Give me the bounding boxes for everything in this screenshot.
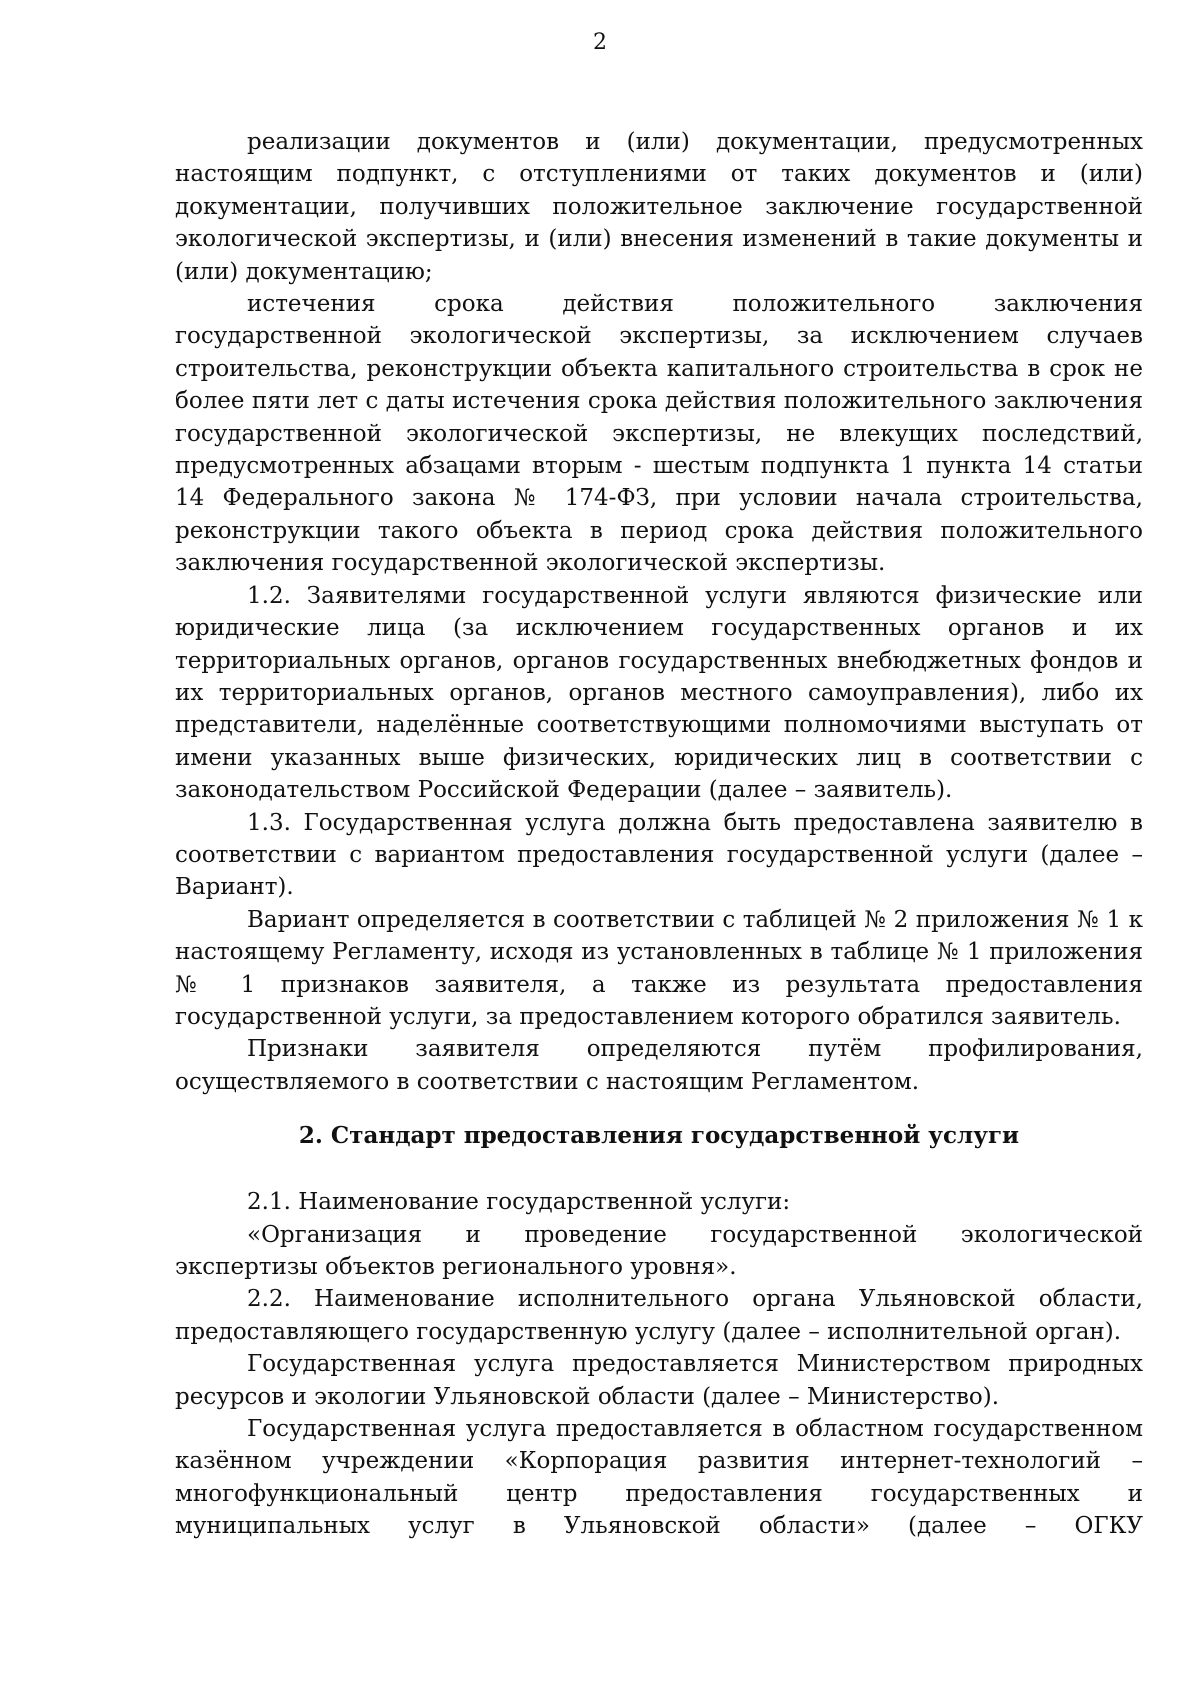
paragraph-variant-provision: 1.3. Государственная услуга должна быть предоставлена заявителю в соответствии с вариантом предоставления государственной услуги (далее – Вариант). [175,809,1143,901]
paragraph-realization: реализации документов и (или) документации, предусмотренных настоящим подпункт, с отступлениями от таких документов и (или) документации, получивших положительное заключение государственной экологической экспертизы, и (или) внесения изменений в такие документы и (или) документацию; [175,129,1143,285]
paragraph-executive-body: 2.2. Наименование исполнительного органа Ульяновской области, предоставляющего государственную услугу (далее – исполнительной орган). [175,1286,1143,1345]
document-body [175,126,1143,1543]
page-number: 2 [593,30,607,55]
paragraph-mfc: Государственная услуга предоставляется в областном государственном казённом учреждении «Корпорация развития интернет-технологий – многофункциональный центр предоставления государственных и муниципальных услуг в Ульяновской области» (далее – ОГКУ [175,1416,1143,1540]
section-heading: 2. Стандарт предоставления государственной услуги [298,1122,1020,1150]
paragraph-service-name-label: 2.1. Наименование государственной услуги: [247,1189,791,1216]
paragraph-applicant-signs: Признаки заявителя определяются путём профилирования, осуществляемого в соответствии с настоящим Регламентом. [175,1036,1143,1095]
paragraph-applicants: 1.2. Заявителями государственной услуги являются физические или юридические лица (за исключением государственных органов и их территориальных органов, органов государственных внебюджетных фондов и их территориальных органов, органов местного самоуправления), либо их представители, наделённые соответствующими полномочиями выступать от имени указанных выше физических, юридических лиц в соответствии с законодательством Российской Федерации (далее – заявитель). [175,582,1143,804]
paragraph-expiry: истечения срока действия положительного заключения государственной экологической экспертизы, за исключением случаев строительства, реконструкции объекта капитального строительства в срок не более пяти лет с даты истечения срока действия положительного заключения государственной экологической экспертизы, не влекущих последствий, предусмотренных абзацами вторым - шестым подпункта 1 пункта 14 статьи 14 Федерального закона № 174-ФЗ, при условии начала строительства, реконструкции такого объекта в период срока действия положительного заключения государственной экологической экспертизы. [175,291,1143,577]
paragraph-ministry: Государственная услуга предоставляется Министерством природных ресурсов и экологии Ульяновской области (далее – Министерство). [175,1351,1143,1410]
paragraph-variant-definition: Вариант определяется в соответствии с таблицей № 2 приложения № 1 к настоящему Регламенту, исходя из установленных в таблице № 1 приложения № 1 признаков заявителя, а также из результата предоставления государственной услуги, за предоставлением которого обратился заявитель. [175,906,1143,1030]
paragraph-service-name: «Организация и проведение государственной экологической экспертизы объектов регионального уровня». [175,1221,1143,1280]
